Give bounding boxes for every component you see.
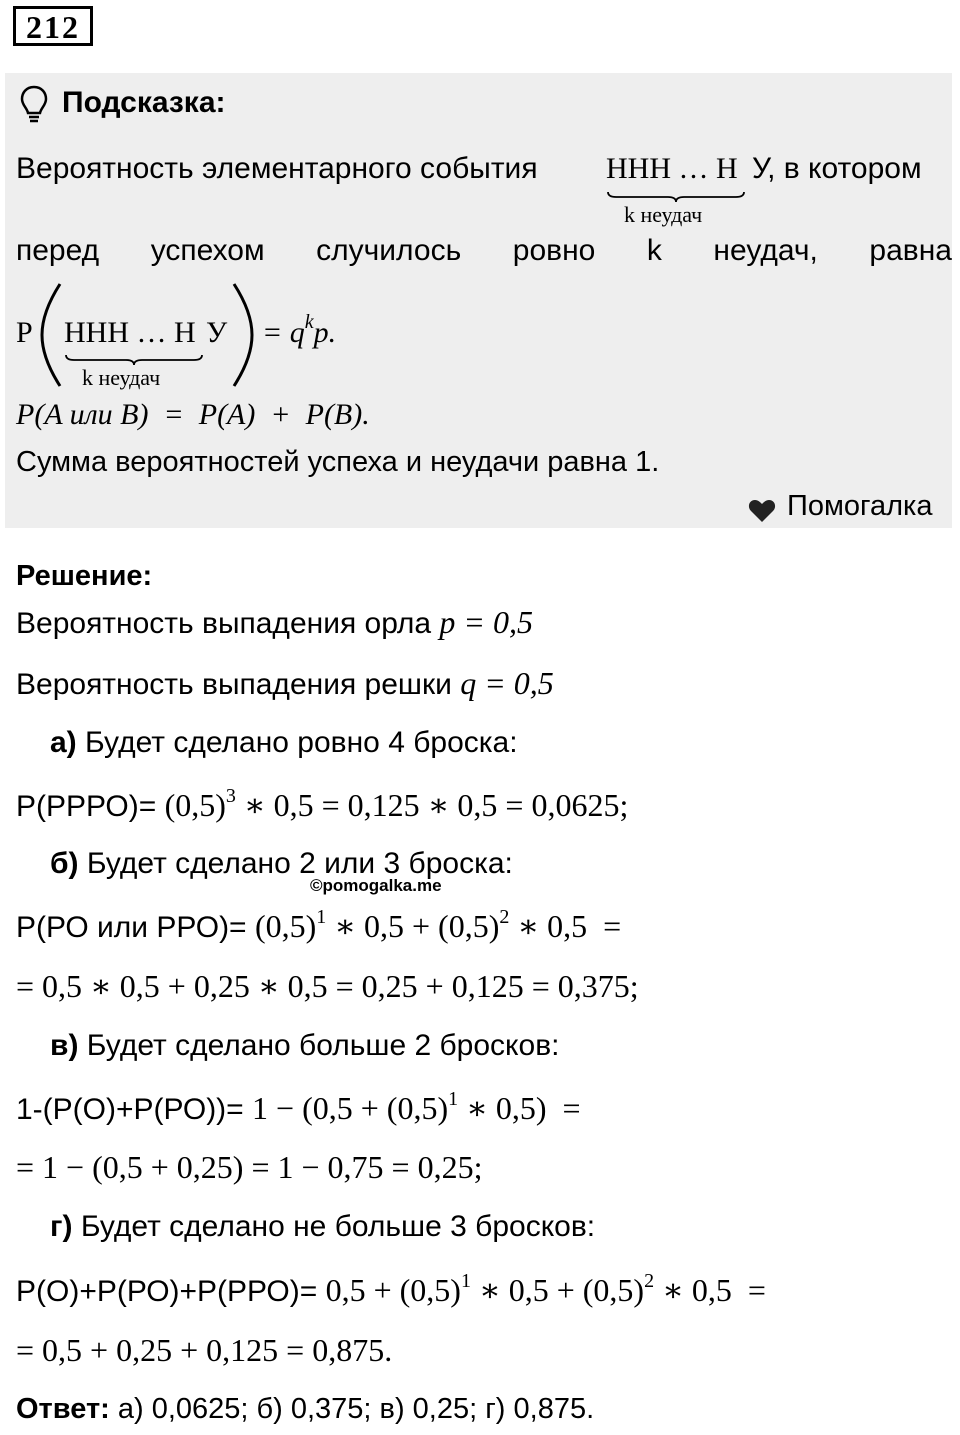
exp: 1 — [460, 1270, 471, 1292]
part-b-lhs: Р(РО или РРО)= — [16, 911, 247, 944]
m: ∗ 0,5 = 0,125 ∗ 0,5 = 0,0625; — [243, 787, 629, 823]
m: ∗ 0,5 = — [662, 1272, 766, 1308]
m: (0,5) — [164, 787, 226, 823]
formula-U: У — [206, 316, 228, 349]
watermark: ©pomogalka.me — [310, 876, 442, 895]
p-line — [16, 604, 533, 641]
answer-line — [16, 1393, 594, 1426]
formula-exp: k — [304, 311, 314, 333]
formula-rhs-text: = q — [262, 316, 305, 349]
part-c-text: Будет сделано больше 2 бросков: — [86, 1029, 560, 1062]
m: (0,5) — [254, 908, 317, 944]
exp: 1 — [316, 906, 327, 928]
p-math: p = 0,5 — [439, 604, 534, 640]
q-text: Вероятность выпадения решки — [16, 668, 452, 701]
exp: 1 — [448, 1088, 459, 1110]
word: случилось — [316, 234, 462, 267]
exp: 2 — [499, 906, 510, 928]
m: ∗ 0,5 + (0,5) — [334, 908, 500, 944]
formula-rhs — [262, 311, 337, 350]
part-a-calc — [16, 786, 628, 824]
part-b-label: б) — [50, 847, 79, 880]
formula-end: p. — [313, 316, 337, 349]
q-math: q = 0,5 — [460, 665, 554, 701]
q-line — [16, 665, 554, 702]
m: ∗ 0,5 = — [517, 908, 622, 944]
part-d-line2: = 0,5 + 0,25 + 0,125 = 0,875. — [16, 1332, 393, 1368]
part-d-math — [326, 1272, 766, 1308]
hint-line1-brace-label: k неудач — [624, 202, 703, 227]
part-c-math — [252, 1090, 581, 1126]
exp: 3 — [225, 785, 236, 807]
right-paren-icon — [230, 282, 254, 388]
m: ∗ 0,5 + (0,5) — [478, 1272, 645, 1308]
hint-title: Подсказка: — [62, 86, 226, 119]
part-a-label: а) — [50, 726, 77, 759]
part-c-label: в) — [50, 1029, 79, 1062]
brand-label: Помогалка — [787, 490, 933, 522]
part-c-lhs: 1-(Р(О)+Р(РО))= — [16, 1093, 244, 1126]
part-c-calc — [16, 1089, 581, 1127]
part-a-heading — [50, 726, 518, 760]
p-text: Вероятность выпадения орла — [16, 607, 432, 640]
word: успехом — [150, 234, 265, 267]
part-d-heading — [50, 1210, 595, 1244]
part-d-label: г) — [50, 1210, 73, 1243]
task-number: 212 — [13, 6, 93, 46]
formula-brace-label: k неудач — [82, 365, 161, 390]
part-b-line2: = 0,5 ∗ 0,5 + 0,25 ∗ 0,5 = 0,25 + 0,125 = 0,375; — [16, 968, 639, 1004]
part-c-line2: = 1 − (0,5 + 0,25) = 1 − 0,75 = 0,25; — [16, 1149, 483, 1185]
word: k — [646, 234, 662, 267]
formula-P: P — [16, 316, 33, 349]
part-a-text: Будет сделано ровно 4 броска: — [85, 726, 518, 759]
part-d-calc — [16, 1271, 766, 1309]
m: ∗ 0,5) = — [466, 1090, 581, 1126]
part-d-lhs: Р(О)+Р(РО)+Р(РРО)= — [16, 1275, 318, 1308]
hint-line1-start: Вероятность элементарного события — [16, 152, 538, 185]
exp: 2 — [644, 1270, 655, 1292]
formula-seq: ННН … Н — [64, 316, 196, 349]
word: равна — [869, 234, 952, 267]
heart-icon — [748, 499, 776, 523]
answer-text: а) 0,0625; б) 0,375; в) 0,25; г) 0,875. — [117, 1393, 595, 1425]
part-b-math — [255, 908, 621, 944]
lightbulb-icon — [18, 84, 50, 124]
word: перед — [16, 234, 100, 267]
sum-rule: P(A или B) = P(A) + P(B). — [16, 398, 370, 431]
m: 1 − (0,5 + (0,5) — [252, 1090, 449, 1126]
part-a-lhs: Р(РРРО)= — [16, 790, 157, 823]
part-b-calc — [16, 907, 621, 945]
part-c-heading — [50, 1029, 559, 1063]
word: неудач, — [713, 234, 818, 267]
part-b-text: Будет сделано 2 или 3 броска: — [86, 847, 513, 880]
word: ровно — [512, 234, 596, 267]
part-b-heading — [50, 847, 513, 881]
hint-line2 — [16, 234, 952, 268]
left-paren-icon — [40, 282, 64, 388]
part-a-math — [165, 787, 629, 823]
sum-note: Сумма вероятностей успеха и неудачи равна 1. — [16, 446, 660, 478]
m: 0,5 + (0,5) — [325, 1272, 461, 1308]
part-d-text: Будет сделано не больше 3 бросков: — [80, 1210, 596, 1243]
answer-label: Ответ: — [16, 1393, 110, 1425]
hint-line1-seq: ННН … Н — [606, 152, 738, 185]
solution-title: Решение: — [16, 560, 153, 592]
hint-line1-end: У, в котором — [752, 152, 922, 185]
